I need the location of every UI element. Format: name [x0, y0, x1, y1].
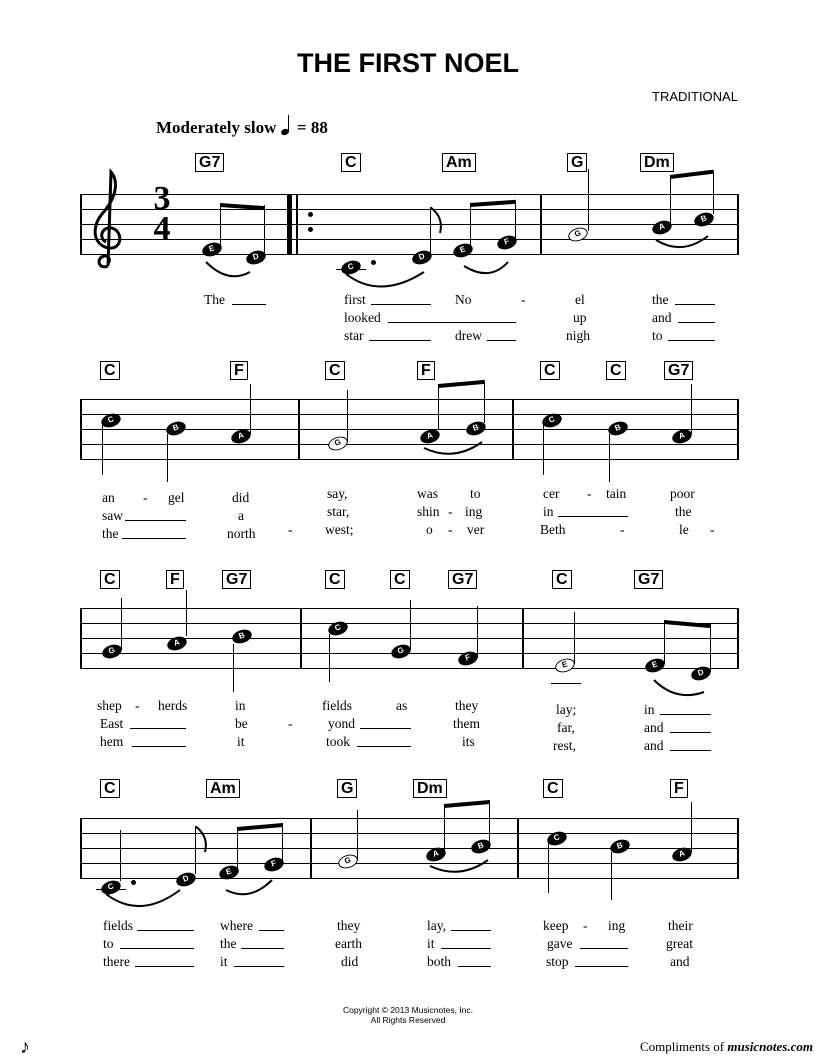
note-head: E: [553, 656, 576, 675]
staff-line: [80, 833, 738, 834]
chord-symbol: Am: [442, 153, 476, 172]
lyric-syllable: lay,: [427, 918, 446, 933]
note-head: B: [464, 419, 487, 438]
lyric-extender: [132, 746, 186, 747]
note-head: C: [540, 411, 563, 430]
note-head: A: [424, 845, 447, 864]
slur: [420, 438, 486, 460]
note-stem: [484, 382, 485, 423]
lyric-syllable: le: [679, 522, 689, 537]
note-head: E: [643, 656, 666, 675]
compliments-footer: [640, 1039, 813, 1055]
tempo-bpm: = 88: [296, 118, 328, 137]
note-head: C: [326, 619, 349, 638]
lyric-extender: [458, 966, 491, 967]
note-head: B: [608, 837, 631, 856]
repeat-barline-thin: [296, 194, 298, 255]
note-head: C: [99, 411, 122, 430]
note-head: C: [99, 878, 122, 897]
lyric-extender: [451, 930, 491, 931]
barline: [540, 194, 542, 255]
slur: [204, 258, 252, 282]
chord-symbol: C: [325, 570, 345, 589]
barline: [310, 818, 312, 879]
lyric-extender: [122, 538, 186, 539]
lyric-extender: [120, 948, 194, 949]
lyric-syllable: them: [453, 716, 480, 731]
lyric-extender: [360, 728, 411, 729]
chord-symbol: F: [230, 361, 248, 380]
lyric-syllable: far,: [557, 720, 575, 735]
note-stem: [713, 171, 714, 214]
note-head: D: [174, 870, 197, 889]
barline: [80, 818, 82, 879]
note-flag: [430, 207, 446, 237]
staff-line: [80, 818, 738, 819]
lyric-syllable: it: [220, 954, 228, 969]
chord-symbol: C: [390, 570, 410, 589]
lyric-syllable: in: [235, 698, 246, 713]
lyric-syllable: to: [652, 328, 663, 343]
lyric-syllable: o: [426, 522, 433, 537]
copyright-line: Copyright © 2013 Musicnotes, Inc.: [342, 1005, 474, 1015]
lyric-syllable: ing: [608, 918, 626, 933]
chord-symbol: C: [543, 779, 563, 798]
lyric-syllable: drew: [455, 328, 482, 343]
lyric-syllable: ing: [465, 504, 483, 519]
note-head: F: [456, 649, 479, 668]
composer-credit: TRADITIONAL: [652, 89, 738, 104]
note-stem: [588, 169, 589, 231]
lyric-syllable: nigh: [566, 328, 591, 343]
lyric-extender: [371, 304, 431, 305]
chord-symbol: C: [325, 361, 345, 380]
chord-symbol: C: [100, 361, 120, 380]
lyric-extender: [558, 516, 628, 517]
lyric-syllable: keep: [543, 918, 569, 933]
chord-symbol: F: [166, 570, 184, 589]
lyric-syllable: say,: [327, 486, 348, 501]
lyric-extender: [670, 750, 711, 751]
lyric-syllable: it: [427, 936, 435, 951]
lyric-extender: [125, 520, 186, 521]
lyric-extender: [441, 948, 491, 949]
lyric-extender: [580, 948, 628, 949]
slur: [648, 676, 710, 700]
lyric-syllable: up: [573, 310, 587, 325]
lyric-syllable: The: [204, 292, 225, 307]
lyric-syllable: in: [644, 702, 655, 717]
lyric-syllable: and: [644, 738, 664, 753]
note-head: E: [451, 241, 474, 260]
note-stem: [710, 624, 711, 672]
lyric-syllable: the: [220, 936, 237, 951]
barline: [517, 818, 519, 879]
chord-symbol: Dm: [640, 153, 674, 172]
lyric-syllable: rest,: [553, 738, 576, 753]
note-stem: [237, 829, 238, 869]
lyric-syllable: lay;: [556, 702, 577, 717]
lyric-syllable: gave: [547, 936, 573, 951]
lyric-syllable: the: [102, 526, 119, 541]
staff-line: [80, 209, 738, 210]
note-stem: [691, 384, 692, 434]
note-head: B: [230, 627, 253, 646]
lyric-syllable: -: [521, 292, 526, 307]
lyric-extender: [678, 322, 715, 323]
chord-symbol: Am: [206, 779, 240, 798]
note-head: A: [650, 218, 673, 237]
lyric-syllable: the: [675, 504, 692, 519]
lyric-syllable: and: [644, 720, 664, 735]
lyric-syllable: the: [652, 292, 669, 307]
barline: [737, 818, 739, 879]
note-stem: [220, 205, 221, 249]
beam: [664, 620, 711, 628]
chord-symbol: C: [341, 153, 361, 172]
lyric-syllable: to: [470, 486, 481, 501]
lyric-syllable: No: [455, 292, 472, 307]
lyric-syllable: did: [341, 954, 359, 969]
note-stem: [102, 425, 103, 475]
lyric-extender: [130, 728, 186, 729]
lyric-extender: [388, 322, 516, 323]
lyric-syllable: ver: [467, 522, 485, 537]
lyric-syllable: earth: [335, 936, 362, 951]
chord-symbol: C: [606, 361, 626, 380]
chord-symbol: C: [552, 570, 572, 589]
lyric-extender: [259, 930, 284, 931]
note-stem: [121, 598, 122, 650]
lyric-syllable: in: [543, 504, 554, 519]
note-stem: [477, 606, 478, 658]
note-stem: [329, 634, 330, 682]
time-signature: [148, 180, 176, 247]
staff-line: [80, 444, 738, 445]
note-head: G: [566, 225, 589, 244]
lyric-syllable: to: [103, 936, 114, 951]
lyric-syllable: -: [288, 716, 293, 731]
note-flag: [195, 826, 211, 856]
rights-line: All Rights Reserved: [370, 1015, 446, 1025]
lyric-syllable: did: [232, 490, 250, 505]
lyric-syllable: shep: [97, 698, 122, 713]
lyric-syllable: East: [100, 716, 124, 731]
barline: [300, 608, 302, 669]
note-head: G: [389, 642, 412, 661]
lyric-syllable: looked: [344, 310, 381, 325]
chord-symbol: C: [540, 361, 560, 380]
beam: [670, 170, 714, 179]
lyric-extender: [487, 340, 516, 341]
lyric-syllable: yond: [328, 716, 355, 731]
staff-line: [80, 239, 738, 240]
beam: [470, 200, 516, 207]
note-stem: [470, 205, 471, 249]
lyric-syllable: -: [583, 918, 588, 933]
note-stem: [543, 425, 544, 475]
repeat-dot: [308, 227, 313, 232]
lyric-syllable: -: [135, 698, 140, 713]
lyric-syllable: they: [337, 918, 361, 933]
lyric-syllable: herds: [158, 698, 188, 713]
repeat-dot: [308, 212, 313, 217]
chord-symbol: F: [670, 779, 688, 798]
note-stem: [691, 802, 692, 852]
barline: [737, 608, 739, 669]
lyric-syllable: fields: [322, 698, 352, 713]
lyric-syllable: shin: [417, 504, 440, 519]
lyric-syllable: tain: [606, 486, 627, 501]
chord-symbol: C: [100, 570, 120, 589]
lyric-syllable: fields: [103, 918, 133, 933]
lyric-syllable: -: [288, 522, 293, 537]
note-head: B: [469, 837, 492, 856]
lyric-syllable: star,: [327, 504, 350, 519]
ledger-line: [551, 683, 581, 684]
lyric-extender: [232, 304, 266, 305]
lyric-syllable: -: [143, 490, 148, 505]
note-head: A: [670, 845, 693, 864]
lyric-syllable: north: [227, 526, 256, 541]
quarter-note-icon: [281, 115, 293, 135]
lyric-syllable: cer: [543, 486, 560, 501]
lyric-syllable: stop: [546, 954, 569, 969]
time-signature-bottom: 4: [153, 210, 171, 247]
note-stem: [515, 201, 516, 241]
lyric-extender: [135, 966, 194, 967]
note-stem: [250, 384, 251, 434]
note-head: A: [670, 427, 693, 446]
note-stem: [489, 800, 490, 844]
note-stem: [410, 600, 411, 650]
lyric-syllable: a: [238, 508, 244, 523]
chord-symbol: G7: [664, 361, 693, 380]
lyric-syllable: -: [710, 522, 715, 537]
lyric-syllable: an: [102, 490, 115, 505]
note-stem: [264, 205, 265, 257]
lyric-syllable: poor: [670, 486, 695, 501]
lyric-syllable: and: [652, 310, 672, 325]
chord-symbol: G7: [222, 570, 251, 589]
lyric-syllable: hem: [100, 734, 124, 749]
note-stem: [611, 852, 612, 900]
chord-symbol: F: [417, 361, 435, 380]
treble-clef-icon: [88, 166, 128, 276]
lyric-syllable: there: [103, 954, 130, 969]
lyric-extender: [575, 966, 628, 967]
staff-line: [80, 224, 738, 225]
note-head: B: [164, 419, 187, 438]
note-stem: [282, 823, 283, 862]
lyric-syllable: both: [427, 954, 452, 969]
song-title: THE FIRST NOEL: [297, 48, 519, 78]
note-head: A: [229, 427, 252, 446]
note-head: A: [418, 427, 441, 446]
chord-symbol: G7: [448, 570, 477, 589]
chord-symbol: Dm: [413, 779, 447, 798]
barline: [80, 608, 82, 669]
staff-line: [80, 848, 738, 849]
barline: [522, 608, 524, 669]
barline: [298, 399, 300, 460]
staff-line: [80, 863, 738, 864]
lyric-extender: [234, 966, 284, 967]
note-head: E: [217, 863, 240, 882]
musicnotes-logo-icon: ♪: [20, 1036, 30, 1056]
lyric-extender: [668, 340, 715, 341]
note-stem: [444, 806, 445, 852]
note-stem: [609, 434, 610, 482]
staff-line: [80, 668, 738, 669]
note-stem: [347, 390, 348, 442]
chord-symbol: G7: [634, 570, 663, 589]
chord-symbol: G: [337, 779, 357, 798]
time-signature-top: 3: [153, 180, 171, 217]
chord-symbol: G7: [195, 153, 224, 172]
staff-line: [80, 399, 738, 400]
note-stem: [574, 612, 575, 664]
slur: [652, 232, 712, 254]
barline: [80, 399, 82, 460]
slur: [340, 254, 520, 300]
note-head: G: [100, 642, 123, 661]
lyric-syllable: great: [666, 936, 693, 951]
note-stem: [357, 810, 358, 860]
lyric-extender: [369, 340, 431, 341]
barline: [80, 194, 82, 255]
tempo-marking: [156, 115, 328, 138]
copyright-notice: [0, 1005, 816, 1025]
lyric-syllable: west;: [325, 522, 354, 537]
note-stem: [186, 590, 187, 636]
lyric-syllable: el: [575, 292, 585, 307]
lyric-syllable: they: [455, 698, 479, 713]
lyric-syllable: -: [448, 522, 453, 537]
lyric-syllable: it: [237, 734, 245, 749]
lyric-syllable: -: [587, 486, 592, 501]
note-head: B: [606, 419, 629, 438]
lyric-extender: [241, 948, 284, 949]
compliments-site-link[interactable]: musicnotes.com: [727, 1039, 813, 1054]
barline: [737, 194, 739, 255]
lyric-extender: [137, 930, 194, 931]
lyric-syllable: -: [448, 504, 453, 519]
lyric-syllable: took: [326, 734, 351, 749]
note-head: A: [165, 634, 188, 653]
tempo-text: Moderately slow: [156, 118, 277, 137]
staff-line: [80, 194, 738, 195]
lyric-syllable: star: [344, 328, 364, 343]
note-head: G: [336, 852, 359, 871]
repeat-barline-thick: [287, 194, 292, 255]
lyric-syllable: where: [220, 918, 253, 933]
lyric-syllable: -: [620, 522, 625, 537]
barline: [512, 399, 514, 460]
lyric-syllable: saw: [102, 508, 123, 523]
lyric-syllable: was: [417, 486, 438, 501]
lyric-syllable: its: [462, 734, 475, 749]
note-stem: [670, 177, 671, 223]
lyric-syllable: as: [396, 698, 408, 713]
note-head: F: [495, 233, 518, 252]
lyric-syllable: their: [668, 918, 693, 933]
compliments-prefix: Compliments of: [640, 1039, 728, 1054]
slur: [426, 856, 492, 878]
note-stem: [438, 386, 439, 430]
note-head: G: [326, 434, 349, 453]
note-head: C: [339, 258, 362, 277]
note-stem: [548, 843, 549, 893]
beam: [444, 800, 490, 808]
lyric-extender: [675, 304, 715, 305]
staff-line: [80, 414, 738, 415]
lyric-syllable: Beth: [540, 522, 566, 537]
lyric-extender: [670, 732, 711, 733]
beam: [237, 823, 283, 831]
lyric-syllable: gel: [168, 490, 185, 505]
note-head: D: [410, 248, 433, 267]
lyric-syllable: be: [235, 716, 248, 731]
note-head: B: [692, 210, 715, 229]
note-head: C: [545, 829, 568, 848]
note-stem: [233, 644, 234, 692]
lyric-extender: [357, 746, 411, 747]
note-head: E: [200, 240, 223, 259]
note-head: D: [244, 248, 267, 267]
lyric-extender: [660, 714, 711, 715]
note-stem: [664, 620, 665, 664]
slur: [100, 874, 280, 920]
staff-line: [80, 623, 738, 624]
beam: [438, 380, 485, 388]
note-stem: [167, 434, 168, 482]
lyric-syllable: and: [670, 954, 690, 969]
staff-line: [80, 459, 738, 460]
note-head: D: [689, 664, 712, 683]
staff-line: [80, 608, 738, 609]
chord-symbol: C: [100, 779, 120, 798]
barline: [737, 399, 739, 460]
chord-symbol: G: [567, 153, 587, 172]
note-head: F: [262, 855, 285, 874]
lyric-syllable: first: [344, 292, 366, 307]
